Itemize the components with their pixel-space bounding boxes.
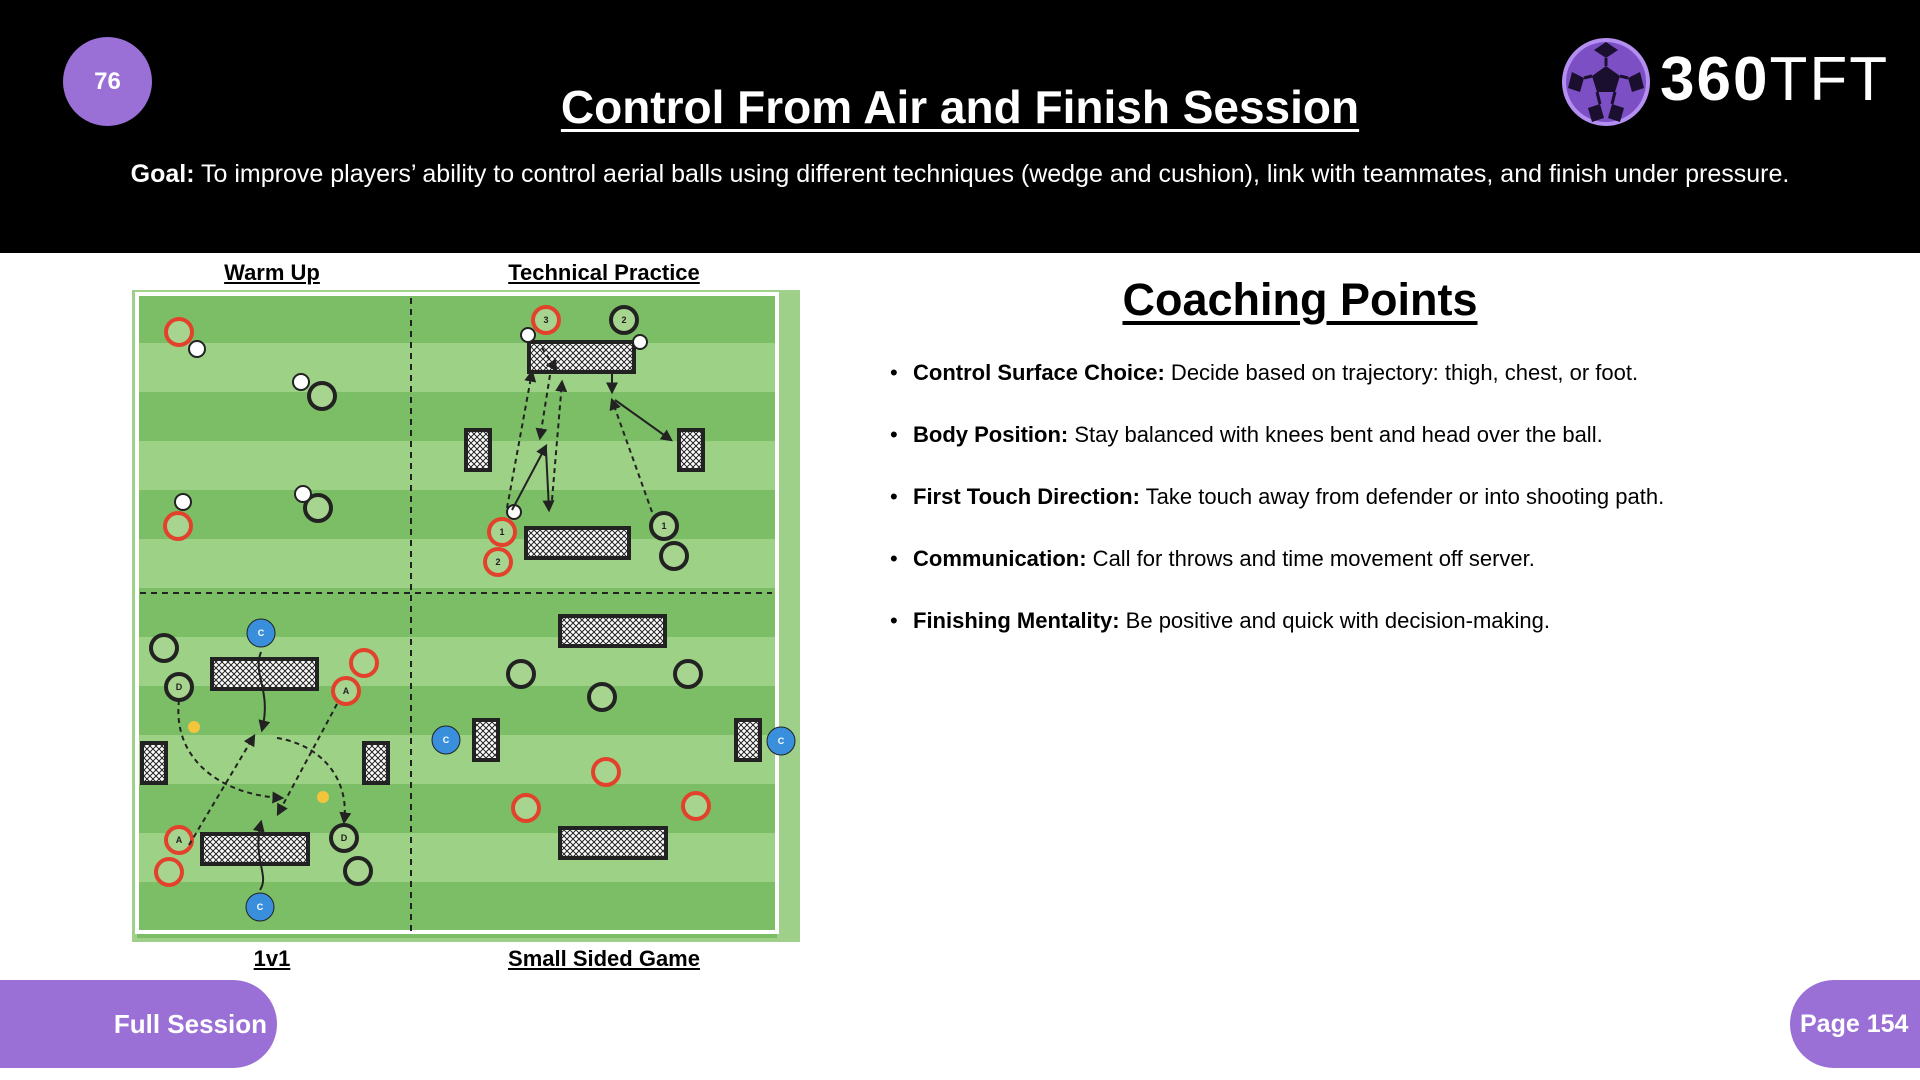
marker-coach: C (777, 736, 785, 746)
coaching-point-text: Stay balanced with knees bent and head over the ball. (1068, 422, 1603, 447)
coaching-point-label: Communication: (913, 546, 1087, 571)
label-small-sided-game: Small Sided Game (508, 946, 700, 971)
goal-net (466, 430, 490, 470)
goal-net (526, 528, 629, 558)
player-red (166, 319, 192, 345)
player-red (165, 513, 191, 539)
full-session-button[interactable]: Full Session (0, 980, 277, 1068)
marker-num1: 1 (661, 521, 667, 531)
ball-icon (295, 486, 311, 502)
goal-description: To improve players’ ability to control aerial balls using different techniques (wedge and cushion), link with teammates, and finish under pressure. (194, 160, 1790, 188)
goal-net (529, 342, 634, 372)
marker-num1: 1 (499, 527, 505, 537)
coaching-point-text: Take touch away from defender or into shooting path. (1139, 484, 1665, 509)
coaching-point (888, 602, 1888, 664)
coaching-point-label: First Touch Direction: (913, 484, 1140, 509)
soccer-ball-icon (1560, 36, 1652, 128)
player-red (593, 759, 619, 785)
goal-label: Goal: (130, 160, 195, 188)
session-number-badge: 76 (63, 37, 152, 126)
player-black (309, 383, 335, 409)
marker-attacker: A (342, 686, 350, 696)
goal-net (364, 743, 388, 783)
header-bar (0, 0, 1920, 253)
coaching-point (888, 354, 1888, 416)
marker-num3: 3 (543, 315, 549, 325)
goal-net (679, 430, 703, 470)
goal-net (736, 720, 760, 760)
marker-defender: D (340, 833, 348, 843)
goal-net (474, 720, 498, 760)
ball-icon (633, 335, 647, 349)
coaching-point-text: Call for throws and time movement off server. (1086, 546, 1535, 571)
goal-text (120, 156, 1800, 193)
page-number-badge: Page 154 (1790, 980, 1920, 1068)
player-red (351, 650, 377, 676)
coaching-point (888, 478, 1888, 540)
player-red (513, 795, 539, 821)
label-warm-up: Warm Up (224, 260, 320, 285)
player-red (683, 793, 709, 819)
ball-icon (175, 494, 191, 510)
ball-icon (317, 791, 329, 803)
marker-defender: D (175, 682, 183, 692)
goal-net (560, 828, 666, 858)
coaching-point (888, 416, 1888, 478)
player-black (508, 661, 534, 687)
player-black (675, 661, 701, 687)
player-red (156, 859, 182, 885)
marker-attacker: A (175, 835, 183, 845)
marker-coach: C (256, 902, 264, 912)
marker-num2: 2 (495, 557, 501, 567)
coaching-point-label: Control Surface Choice: (913, 360, 1165, 385)
player-black (345, 858, 371, 884)
coaching-point-label: Finishing Mentality: (913, 608, 1120, 633)
ball-icon (293, 374, 309, 390)
player-black (151, 635, 177, 661)
ball-icon (189, 341, 205, 357)
coaching-point (888, 540, 1888, 602)
player-black (661, 543, 687, 569)
coaching-points-title: Coaching Points (1122, 274, 1478, 325)
player-black (589, 684, 615, 710)
goal-net (560, 616, 665, 646)
brand-logo (1560, 36, 1890, 128)
ball-icon (188, 721, 200, 733)
brand-name-bold: 360 (1660, 45, 1770, 114)
coaching-point-label: Body Position: (913, 422, 1069, 447)
page-title: Control From Air and Finish Session (560, 81, 1360, 133)
marker-num2: 2 (621, 315, 627, 325)
coaching-point-text: Decide based on trajectory: thigh, chest, or foot. (1164, 360, 1639, 385)
brand-name (1660, 44, 1889, 115)
marker-coach: C (442, 735, 450, 745)
coaching-point-text: Be positive and quick with decision-making. (1119, 608, 1551, 633)
label-technical-practice: Technical Practice (508, 260, 700, 285)
ball-icon (521, 328, 535, 342)
session-diagram (132, 290, 800, 942)
label-1v1: 1v1 (253, 946, 291, 971)
marker-coach: C (257, 628, 265, 638)
coaching-points-list (888, 354, 1888, 664)
goal-net (142, 743, 166, 783)
brand-name-light: TFT (1769, 45, 1890, 114)
goal-net (212, 659, 317, 689)
goal-net (202, 834, 308, 864)
